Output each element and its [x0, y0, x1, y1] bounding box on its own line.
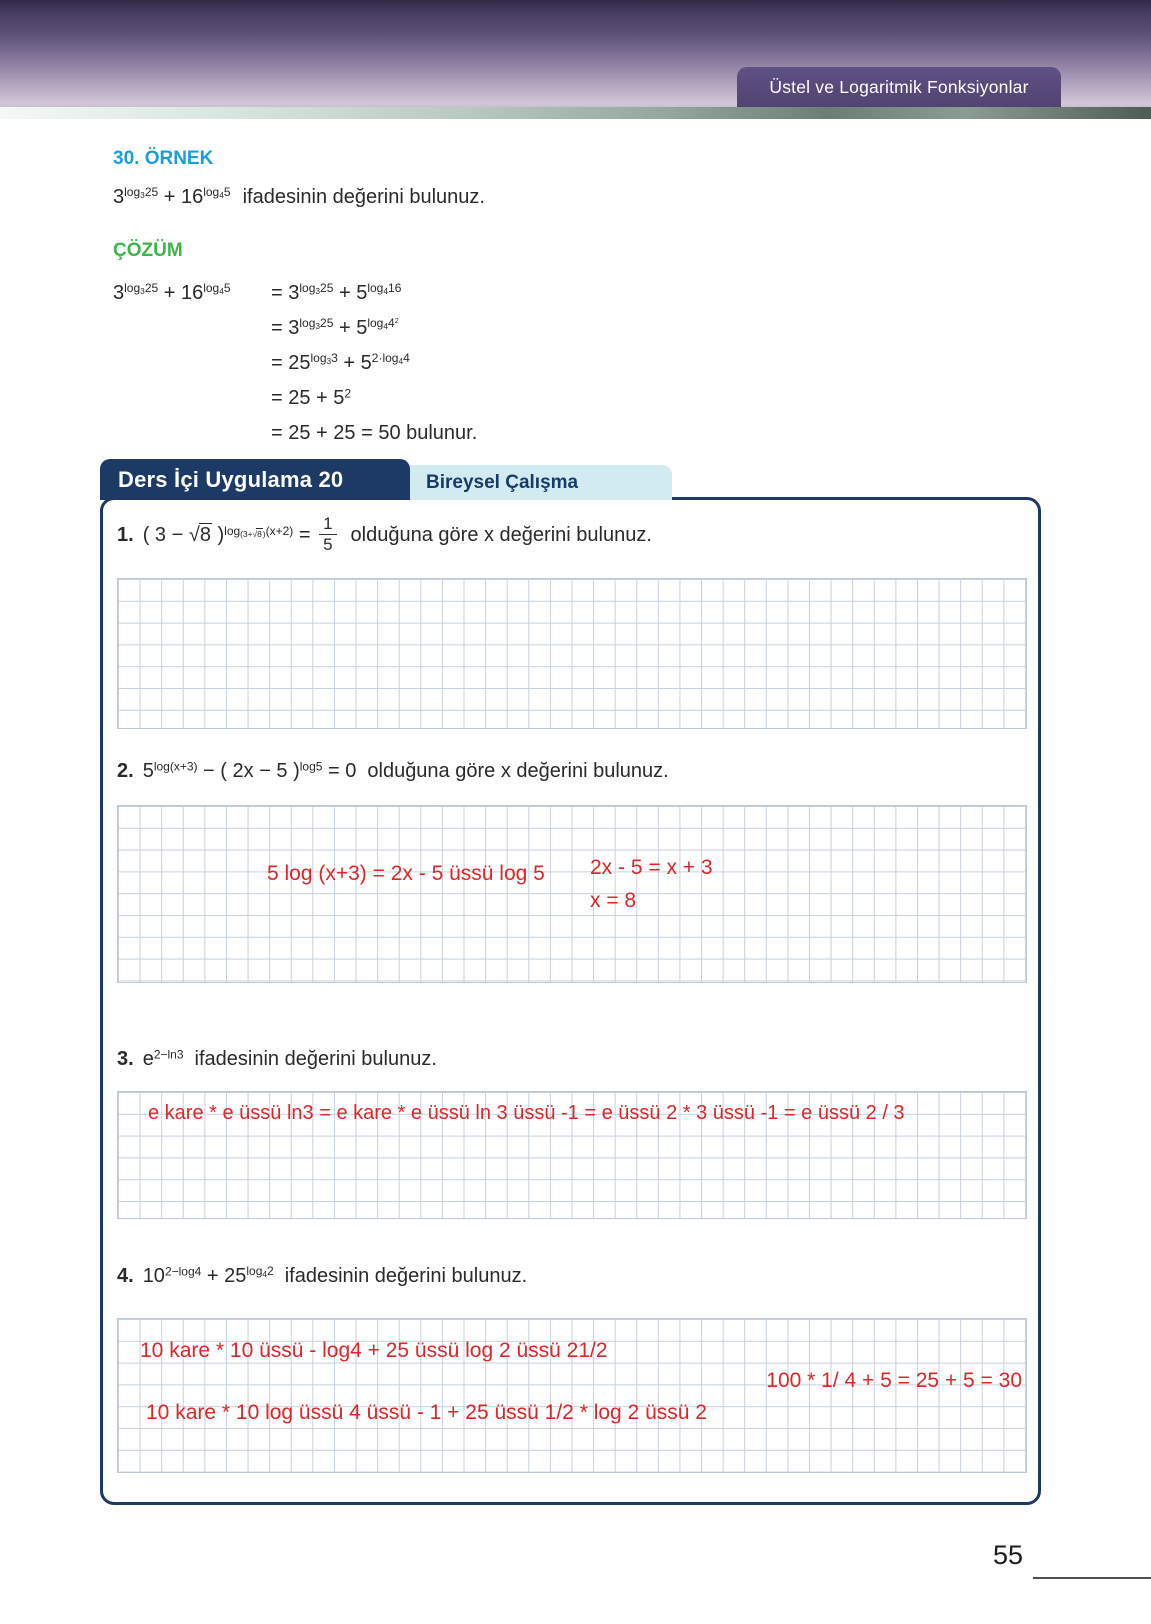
problem-4: [117, 1265, 527, 1288]
problem-2-text: olduğuna göre x değerini bulunuz.: [367, 760, 669, 782]
problem-4-text: ifadesinin değerini bulunuz.: [284, 1265, 528, 1287]
worksheet-title-tab: [100, 459, 410, 500]
page-number-underline: [1033, 1577, 1151, 1579]
handwritten-answer: 10 kare * 10 log üssü 4 üssü - 1 + 25 üssü 1/2 * log 2 üssü 2: [146, 1401, 707, 1424]
solution-line: [113, 311, 477, 346]
solution-line: [113, 381, 477, 416]
page-number: 55: [993, 1540, 1024, 1570]
worksheet-mode-tab: [398, 465, 672, 500]
problem-4-number: 4.: [117, 1265, 134, 1287]
chapter-tab: [737, 67, 1061, 107]
problem-2-number: 2.: [117, 760, 134, 782]
header-banner: [0, 0, 1151, 107]
solution-rhs: = $25^{log_33} + 5^{2\cdot log_44}$: [271, 351, 410, 374]
problem-3-text: ifadesinin değerini bulunuz.: [194, 1048, 437, 1070]
worksheet-mode-label: Bireysel Çalışma: [426, 471, 579, 493]
worksheet-title: Ders İçi Uygulama 20: [118, 466, 344, 492]
example-problem-math: $3^{log_325} + 16^{log_45}$: [113, 185, 231, 208]
example-title: 30. ÖRNEK: [113, 148, 214, 169]
chapter-label: Üstel ve Logaritmik Fonksiyonlar: [769, 76, 1029, 97]
problem-3-math: $e^{2-ln3}$: [142, 1047, 184, 1070]
handwritten-answer: e kare * e üssü ln3 = e kare * e üssü ln 3 üssü -1 = e üssü 2 * 3 üssü -1 = e üssü 2 / 3: [148, 1102, 905, 1124]
example-problem-text: ifadesinin değerini bulunuz.: [242, 186, 485, 208]
solution-rhs: = $25 + 5^2$: [271, 386, 352, 409]
handwritten-answer: 2x - 5 = x + 3: [590, 856, 713, 879]
problem-1-number: 1.: [117, 524, 134, 547]
problem-2: [117, 760, 669, 783]
problem-1-text: olduğuna göre x değerini bulunuz.: [350, 524, 652, 547]
solution-line: [113, 346, 477, 381]
worksheet-box: [100, 497, 1041, 1505]
answer-grid-1: [117, 578, 1027, 729]
answer-grid-4: [117, 1318, 1027, 1473]
divider-strip: [0, 107, 1151, 119]
problem-4-math: $10^{2-log4} + 25^{log_42}$: [142, 1264, 274, 1287]
solution-title: ÇÖZÜM: [113, 240, 183, 261]
handwritten-answer: 10 kare * 10 üssü - log4 + 25 üssü log 2 üssü 21/2: [140, 1339, 608, 1362]
problem-1-math: ( 3 − √8 )$^{log_{(3+√8)}(x+2)}$ = $\frac{1}{5}$: [143, 524, 340, 546]
solution-rhs: = $3^{log_325} + 5^{log_416}$: [271, 281, 402, 304]
example-problem: [113, 186, 485, 209]
solution-rhs: = $3^{log_325} + 5^{log_44^2}$: [271, 316, 399, 339]
solution-lhs: $3^{log_325} + 16^{log_45}$: [113, 281, 231, 304]
solution-line: [113, 276, 477, 311]
problem-1: [117, 516, 652, 556]
answer-grid-2: [117, 805, 1027, 983]
handwritten-answer: 5 log (x+3) = 2x - 5 üssü log 5: [267, 862, 545, 885]
handwritten-answer: 100 * 1/ 4 + 5 = 25 + 5 = 30: [766, 1369, 1022, 1392]
answer-grid-3: [117, 1091, 1027, 1219]
problem-3: [117, 1048, 437, 1071]
problem-2-math: $5^{log(x+3)}$ − ( 2x − 5 )$^{log5}$ = 0: [142, 759, 357, 782]
solution-rhs: = 25 + 25 = 50 bulunur.: [271, 422, 478, 444]
solution-steps: [113, 276, 477, 451]
problem-3-number: 3.: [117, 1048, 134, 1070]
handwritten-answer: x = 8: [590, 889, 637, 912]
solution-line: [113, 416, 477, 451]
